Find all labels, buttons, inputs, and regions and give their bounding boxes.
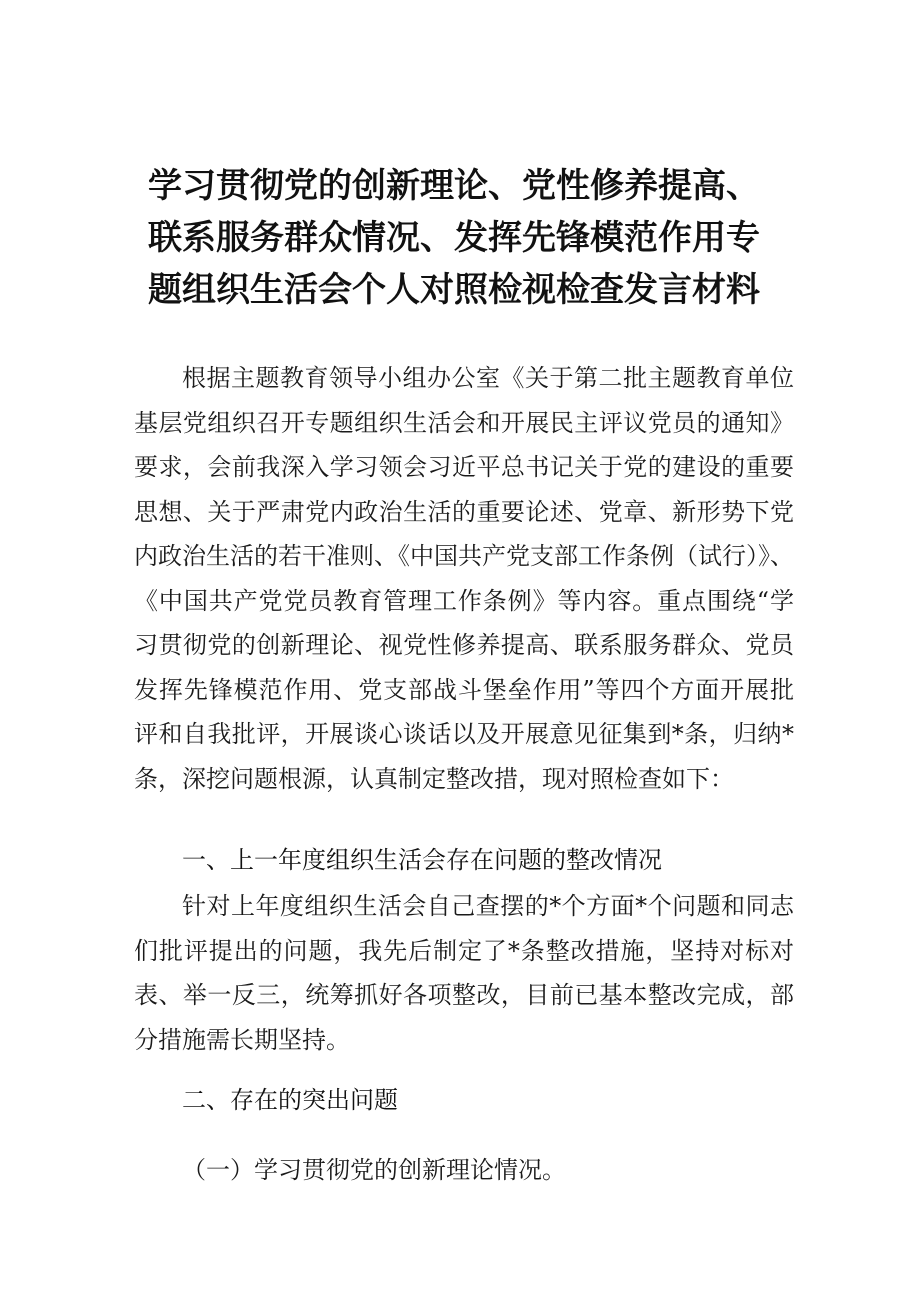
section1-heading: 一、上一年度组织生活会存在问题的整改情况 bbox=[182, 846, 662, 874]
section2-heading: 二、存在的突出问题 bbox=[182, 1086, 398, 1114]
document-title: 学习贯彻党的创新理论、党性修养提高、联系服务群众情况、发挥先锋模范作用专题组织生活会个人对照检视检查发言材料 bbox=[148, 166, 760, 310]
section2-subheading-1: （一）学习贯彻党的创新理论情况。 bbox=[182, 1156, 566, 1184]
intro-paragraph: 根据主题教育领导小组办公室《关于第二批主题教育单位基层党组织召开专题组织生活会和开展民主评议党员的通知》要求，会前我深入学习领会习近平总书记关于党的建设的重要思想、关于严肃党内政治生活的重要论述、党章、新形势下党内政治生活的若干准则、《中国共产党支部工作条例（试行）》、《中国共产党党员教育管理工作条例》等内容。重点围绕“学习贯彻党的创新理论、视党性修养提高、联系服务群众、党员发挥先锋模范作用、党支部战斗堡垒作用”等四个方面开展批评和自我批评，开展谈心谈话以及开展意见征集到*条，归纳*条，深挖问题根源，认真制定整改措，现对照检查如下： bbox=[134, 364, 794, 793]
section1-paragraph: 针对上年度组织生活会自己查摆的*个方面*个问题和同志们批评提出的问题，我先后制定了*条整改措施，坚持对标对表、举一反三，统筹抓好各项整改，目前已基本整改完成，部分措施需长期坚持。 bbox=[134, 892, 794, 1054]
